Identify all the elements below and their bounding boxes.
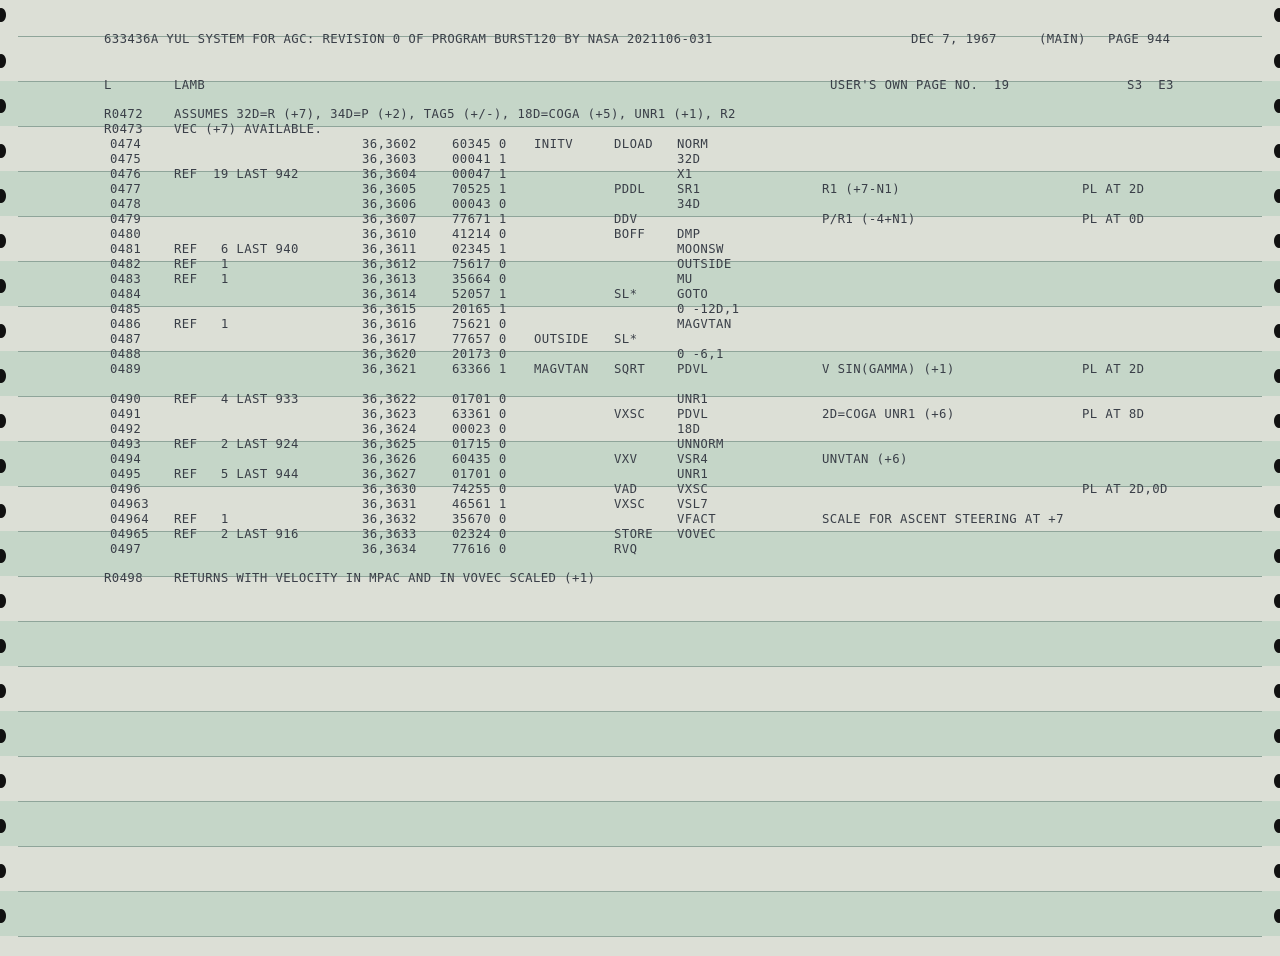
ref-info: REF 19 LAST 942 (174, 167, 299, 181)
operand: VOVEC (677, 527, 717, 541)
address: 36,3605 (362, 182, 417, 196)
octal-word: 00023 0 (452, 422, 507, 436)
address: 36,3613 (362, 272, 417, 286)
opcode: DDV (614, 212, 638, 226)
opcode: STORE (614, 527, 654, 541)
band-rule (18, 936, 1262, 937)
opcode: VXSC (614, 407, 646, 421)
label: OUTSIDE (534, 332, 589, 346)
octal-word: 75621 0 (452, 317, 507, 331)
operand: VXSC (677, 482, 709, 496)
listing-row (0, 182, 1280, 197)
operand: DMP (677, 227, 701, 241)
octal-word: 63366 1 (452, 362, 507, 376)
address: 36,3623 (362, 407, 417, 421)
octal-word: 77671 1 (452, 212, 507, 226)
operand: X1 (677, 167, 693, 181)
octal-word: 01701 0 (452, 467, 507, 481)
octal-word: 02324 0 (452, 527, 507, 541)
listing-row (0, 257, 1280, 272)
line-number: 0493 (110, 437, 142, 451)
octal-word: 74255 0 (452, 482, 507, 496)
octal-word: 02345 1 (452, 242, 507, 256)
address: 36,3617 (362, 332, 417, 346)
octal-word: 77657 0 (452, 332, 507, 346)
octal-word: 00041 1 (452, 152, 507, 166)
feed-hole (1274, 54, 1280, 68)
octal-word: 46561 1 (452, 497, 507, 511)
remark-line (0, 107, 1280, 122)
line-number: 0474 (110, 137, 142, 151)
line-number: 0481 (110, 242, 142, 256)
address: 36,3632 (362, 512, 417, 526)
listing-row (0, 317, 1280, 332)
feed-hole (1274, 639, 1280, 653)
address: 36,3625 (362, 437, 417, 451)
push-list-note: PL AT 2D (1082, 182, 1145, 196)
operand: UNNORM (677, 437, 724, 451)
address: 36,3622 (362, 392, 417, 406)
address: 36,3634 (362, 542, 417, 556)
operand: 18D (677, 422, 701, 436)
operand: VSL7 (677, 497, 709, 511)
operand: 32D (677, 152, 701, 166)
operand: PDVL (677, 407, 709, 421)
listing-row (0, 212, 1280, 227)
band-rule (18, 891, 1262, 892)
line-number: 0492 (110, 422, 142, 436)
line-number: 04963 (110, 497, 150, 511)
remark-text: RETURNS WITH VELOCITY IN MPAC AND IN VOVEC SCALED (+1) (174, 571, 596, 585)
operand: MU (677, 272, 693, 286)
opcode: SL* (614, 287, 638, 301)
ref-info: REF 1 (174, 317, 229, 331)
ref-info: REF 1 (174, 257, 229, 271)
listing-row (0, 497, 1280, 512)
listing-row (0, 512, 1280, 527)
address: 36,3626 (362, 452, 417, 466)
listing-row (0, 362, 1280, 377)
listing-row (0, 152, 1280, 167)
opcode: VAD (614, 482, 638, 496)
comment: P/R1 (-4+N1) (822, 212, 916, 226)
octal-word: 00043 0 (452, 197, 507, 211)
band-rule (18, 801, 1262, 802)
listing-row (0, 167, 1280, 182)
line-number: 0483 (110, 272, 142, 286)
line-number: 0478 (110, 197, 142, 211)
address: 36,3615 (362, 302, 417, 316)
octal-word: 41214 0 (452, 227, 507, 241)
subheader-left: L (104, 78, 112, 92)
header-date: DEC 7, 1967 (911, 32, 997, 46)
address: 36,3607 (362, 212, 417, 226)
listing-row (0, 527, 1280, 542)
address: 36,3614 (362, 287, 417, 301)
listing-row (0, 347, 1280, 362)
ref-info: REF 1 (174, 272, 229, 286)
subheader-users-page: USER'S OWN PAGE NO. 19 (830, 78, 1010, 92)
remark-text: ASSUMES 32D=R (+7), 34D=P (+2), TAG5 (+/-), 18D=COGA (+5), UNR1 (+1), R2 (174, 107, 736, 121)
green-band (0, 891, 1280, 936)
push-list-note: PL AT 2D,0D (1082, 482, 1168, 496)
feed-hole (0, 8, 6, 22)
listing-row (0, 227, 1280, 242)
line-number: 0479 (110, 212, 142, 226)
ref-info: REF 6 LAST 940 (174, 242, 299, 256)
address: 36,3630 (362, 482, 417, 496)
push-list-note: PL AT 0D (1082, 212, 1145, 226)
band-rule (18, 666, 1262, 667)
octal-word: 75617 0 (452, 257, 507, 271)
opcode: BOFF (614, 227, 646, 241)
feed-hole (0, 684, 6, 698)
listing-row (0, 272, 1280, 287)
feed-hole (1274, 729, 1280, 743)
remark-text: VEC (+7) AVAILABLE. (174, 122, 323, 136)
listing-row (0, 482, 1280, 497)
listing-row (0, 137, 1280, 152)
band-rule (18, 711, 1262, 712)
ref-info: REF 2 LAST 924 (174, 437, 299, 451)
address: 36,3602 (362, 137, 417, 151)
feed-hole (1274, 864, 1280, 878)
operand: PDVL (677, 362, 709, 376)
remark-number: R0473 (104, 122, 144, 136)
opcode: RVQ (614, 542, 638, 556)
listing-row (0, 452, 1280, 467)
subheader-line (0, 78, 1280, 93)
opcode: SQRT (614, 362, 646, 376)
address: 36,3606 (362, 197, 417, 211)
octal-word: 20165 1 (452, 302, 507, 316)
feed-hole (1274, 594, 1280, 608)
octal-word: 60435 0 (452, 452, 507, 466)
line-number: 0482 (110, 257, 142, 271)
remark-number: R0498 (104, 571, 144, 585)
octal-word: 01701 0 (452, 392, 507, 406)
line-number: 0475 (110, 152, 142, 166)
line-number: 0490 (110, 392, 142, 406)
feed-hole (0, 774, 6, 788)
header-title: 633436A YUL SYSTEM FOR AGC: REVISION 0 OF PROGRAM BURST120 BY NASA 2021106-031 (104, 32, 713, 46)
line-number: 0489 (110, 362, 142, 376)
octal-word: 20173 0 (452, 347, 507, 361)
header-line (0, 32, 1280, 47)
comment: UNVTAN (+6) (822, 452, 908, 466)
operand: NORM (677, 137, 709, 151)
opcode: PDDL (614, 182, 646, 196)
operand: VSR4 (677, 452, 709, 466)
line-number: 04965 (110, 527, 150, 541)
operand: VFACT (677, 512, 717, 526)
line-number: 0491 (110, 407, 142, 421)
address: 36,3633 (362, 527, 417, 541)
octal-word: 01715 0 (452, 437, 507, 451)
listing-row (0, 392, 1280, 407)
address: 36,3627 (362, 467, 417, 481)
operand: 0 -6,1 (677, 347, 724, 361)
push-list-note: PL AT 8D (1082, 407, 1145, 421)
listing-row (0, 242, 1280, 257)
line-number: 0495 (110, 467, 142, 481)
band-rule (18, 756, 1262, 757)
line-number: 0496 (110, 482, 142, 496)
operand: 34D (677, 197, 701, 211)
address: 36,3603 (362, 152, 417, 166)
ref-info: REF 5 LAST 944 (174, 467, 299, 481)
opcode: SL* (614, 332, 638, 346)
subheader-log: LAMB (174, 78, 206, 92)
octal-word: 00047 1 (452, 167, 507, 181)
subheader-codes: S3 E3 (1127, 78, 1174, 92)
header-main: (MAIN) (1039, 32, 1086, 46)
line-number: 0487 (110, 332, 142, 346)
address: 36,3631 (362, 497, 417, 511)
line-number: 0494 (110, 452, 142, 466)
band-rule (18, 621, 1262, 622)
listing-row (0, 332, 1280, 347)
label: INITV (534, 137, 574, 151)
octal-word: 60345 0 (452, 137, 507, 151)
line-number: 0485 (110, 302, 142, 316)
operand: GOTO (677, 287, 709, 301)
ref-info: REF 2 LAST 916 (174, 527, 299, 541)
green-band (0, 711, 1280, 756)
address: 36,3612 (362, 257, 417, 271)
line-number: 0477 (110, 182, 142, 196)
address: 36,3611 (362, 242, 417, 256)
address: 36,3620 (362, 347, 417, 361)
address: 36,3624 (362, 422, 417, 436)
operand: UNR1 (677, 467, 709, 481)
listing-row (0, 302, 1280, 317)
opcode: VXV (614, 452, 638, 466)
opcode: VXSC (614, 497, 646, 511)
line-number: 0486 (110, 317, 142, 331)
listing-row (0, 407, 1280, 422)
listing-row (0, 542, 1280, 557)
feed-hole (1274, 774, 1280, 788)
listing-row (0, 287, 1280, 302)
operand: UNR1 (677, 392, 709, 406)
label: MAGVTAN (534, 362, 589, 376)
octal-word: 70525 1 (452, 182, 507, 196)
comment: R1 (+7-N1) (822, 182, 901, 196)
octal-word: 52057 1 (452, 287, 507, 301)
address: 36,3610 (362, 227, 417, 241)
address: 36,3604 (362, 167, 417, 181)
green-band (0, 801, 1280, 846)
comment: SCALE FOR ASCENT STEERING AT +7 (822, 512, 1064, 526)
octal-word: 63361 0 (452, 407, 507, 421)
green-band (0, 621, 1280, 666)
ref-info: REF 1 (174, 512, 229, 526)
feed-hole (0, 864, 6, 878)
ref-info: REF 4 LAST 933 (174, 392, 299, 406)
remark-line (0, 571, 1280, 586)
opcode: DLOAD (614, 137, 654, 151)
operand: SR1 (677, 182, 701, 196)
push-list-note: PL AT 2D (1082, 362, 1145, 376)
remark-number: R0472 (104, 107, 144, 121)
listing-row (0, 422, 1280, 437)
listing-row (0, 467, 1280, 482)
feed-hole (1274, 684, 1280, 698)
line-number: 0476 (110, 167, 142, 181)
remark-line (0, 122, 1280, 137)
feed-hole (1274, 819, 1280, 833)
header-page: PAGE 944 (1108, 32, 1171, 46)
feed-hole (1274, 8, 1280, 22)
line-number: 0497 (110, 542, 142, 556)
octal-word: 35664 0 (452, 272, 507, 286)
operand: MOONSW (677, 242, 724, 256)
listing-row (0, 437, 1280, 452)
address: 36,3616 (362, 317, 417, 331)
octal-word: 35670 0 (452, 512, 507, 526)
comment: V SIN(GAMMA) (+1) (822, 362, 955, 376)
comment: 2D=COGA UNR1 (+6) (822, 407, 955, 421)
operand: MAGVTAN (677, 317, 732, 331)
operand: 0 -12D,1 (677, 302, 740, 316)
line-number: 0484 (110, 287, 142, 301)
band-rule (18, 846, 1262, 847)
line-number: 04964 (110, 512, 150, 526)
feed-hole (1274, 909, 1280, 923)
octal-word: 77616 0 (452, 542, 507, 556)
line-number: 0488 (110, 347, 142, 361)
line-number: 0480 (110, 227, 142, 241)
address: 36,3621 (362, 362, 417, 376)
operand: OUTSIDE (677, 257, 732, 271)
listing-row (0, 197, 1280, 212)
